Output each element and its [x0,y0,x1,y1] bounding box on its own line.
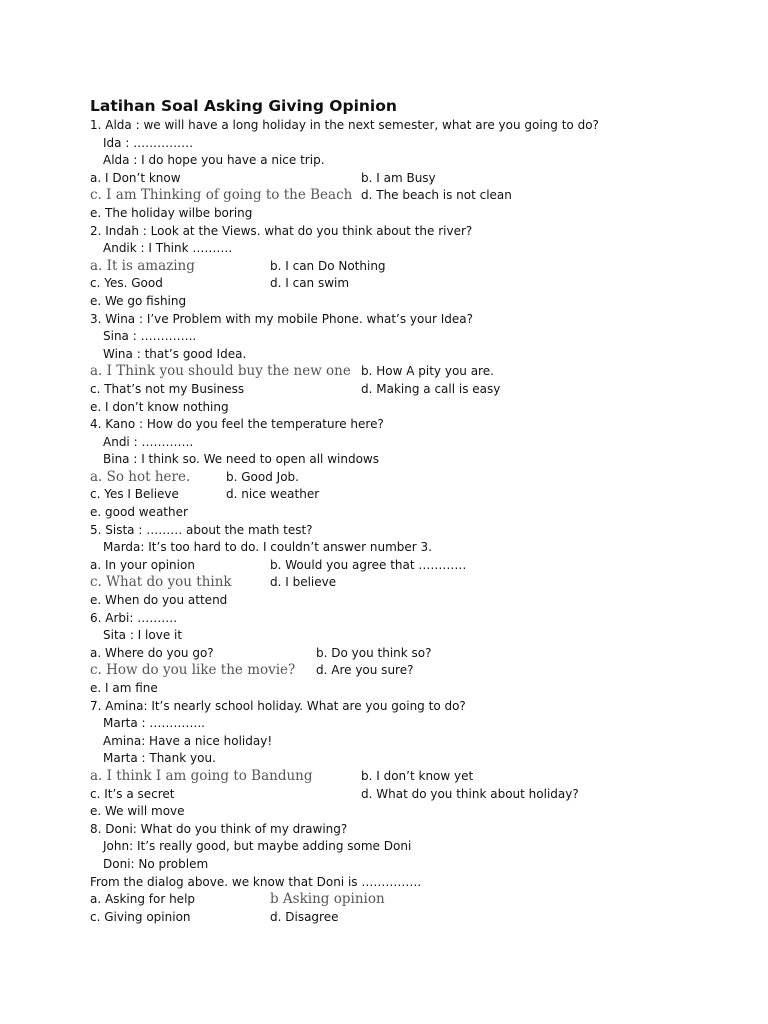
q8-prompt: 8. Doni: What do you think of my drawing? [90,821,348,836]
q1-dialog-line: Ida : …………… [103,135,194,150]
q6-options-row [90,645,730,663]
q3-option-d: d. Making a call is easy [361,381,501,396]
q5-options-row [90,557,730,575]
q8-question: From the dialog above. we know that Doni is …………… [90,874,422,889]
q2-options-row [90,275,730,293]
q7-dialog-line: Marta : Thank you. [103,751,216,766]
q3-option-c: c. That’s not my Business [90,381,245,396]
q7-options-row [90,786,730,804]
q4-prompt: 4. Kano : How do you feel the temperature here? [90,417,384,432]
q7-dialog-line: Amina: Have a nice holiday! [103,733,273,748]
q1-option-a: a. I Don’t know [90,170,181,185]
q6-option-e: e. I am fine [90,681,158,695]
q3-options-row [90,381,730,399]
q3-option-e: e. I don’t know nothing [90,399,229,414]
q6-option-a: a. Where do you go? [90,645,214,660]
q4-options-row [90,469,730,487]
q4-option-c: c. Yes I Believe [90,487,179,502]
q7-dialog-line: Marta : ………….. [103,716,205,731]
q3-dialog-line: Sina : ………….. [103,329,197,344]
q1-option-b: b. I am Busy [361,170,436,185]
worksheet [90,95,730,926]
q4-dialog-line: Andi : …………. [103,434,194,449]
q7-options-row [90,768,730,786]
q8-options-row [90,891,730,909]
q5-option-d: d. I believe [270,575,337,590]
q2-option-c: c. Yes. Good [90,276,163,291]
q4-option-a: a. So hot here. [90,468,191,485]
q3-prompt: 3. Wina : I’ve Problem with my mobile Phone. what’s your Idea? [90,311,473,326]
q1-option-e: e. The holiday wilbe boring [90,205,253,220]
q5-option-e: e. When do you attend [90,593,228,608]
q8-dialog-line: John: It’s really good, but maybe adding some Doni [103,839,412,854]
q6-options-row [90,662,730,680]
q7-option-a: a. I think I am going to Bandung [90,767,313,784]
q8-option-d: d. Disagree [270,909,339,924]
q7-option-e: e. We will move [90,804,185,819]
q5-option-b: b. Would you agree that ………… [270,557,467,572]
q2-dialog-line: Andik : I Think ………. [103,241,233,256]
q8-options-row [90,909,730,927]
q6-prompt: 6. Arbi: ………. [90,610,178,625]
q2-option-a: a. It is amazing [90,257,195,274]
q1-prompt: 1. Alda : we will have a long holiday in the next semester, what are you going to do? [90,118,599,132]
q6-option-c: c. How do you like the movie? [90,662,296,679]
q8-option-c: c. Giving opinion [90,909,191,924]
q3-option-b: b. How A pity you are. [361,364,494,379]
q8-option-b: b Asking opinion [270,891,385,908]
q2-option-e: e. We go fishing [90,293,187,308]
q5-options-row [90,574,730,592]
q2-options-row [90,258,730,276]
q7-prompt: 7. Amina: It’s nearly school holiday. What are you going to do? [90,698,466,713]
q1-options-row [90,170,730,188]
q6-dialog-line: Sita : I love it [103,628,183,643]
q4-option-b: b. Good Job. [226,469,299,484]
q7-option-c: c. It’s a secret [90,786,175,801]
q4-option-e: e. good weather [90,505,188,520]
q6-option-b: b. Do you think so? [316,645,432,660]
q6-option-d: d. Are you sure? [316,663,414,678]
page-title: Latihan Soal Asking Giving Opinion [90,97,397,115]
q1-option-c: c. I am Thinking of going to the Beach [90,187,353,204]
q4-options-row [90,486,730,504]
q7-option-b: b. I don’t know yet [361,768,474,783]
q4-option-d: d. nice weather [226,487,320,502]
q1-option-d: d. The beach is not clean [361,188,512,203]
q5-prompt: 5. Sista : ……… about the math test? [90,522,313,537]
q3-options-row [90,363,730,381]
q3-dialog-line: Wina : that’s good Idea. [103,346,247,361]
q4-dialog-line: Bina : I think so. We need to open all windows [103,452,379,467]
q8-option-a: a. Asking for help [90,892,196,907]
q8-dialog-line: Doni: No problem [103,856,209,871]
q2-option-d: d. I can swim [270,276,350,291]
q3-option-a: a. I Think you should buy the new one [90,363,351,380]
q1-dialog-line: Alda : I do hope you have a nice trip. [103,153,325,168]
q2-option-b: b. I can Do Nothing [270,258,386,273]
q5-dialog-line: Marda: It’s too hard to do. I couldn’t answer number 3. [103,540,432,555]
q1-options-row [90,187,730,205]
q2-prompt: 2. Indah : Look at the Views. what do you think about the river? [90,223,473,238]
q7-option-d: d. What do you think about holiday? [361,786,579,801]
q5-option-c: c. What do you think [90,574,232,591]
q5-option-a: a. In your opinion [90,557,195,572]
